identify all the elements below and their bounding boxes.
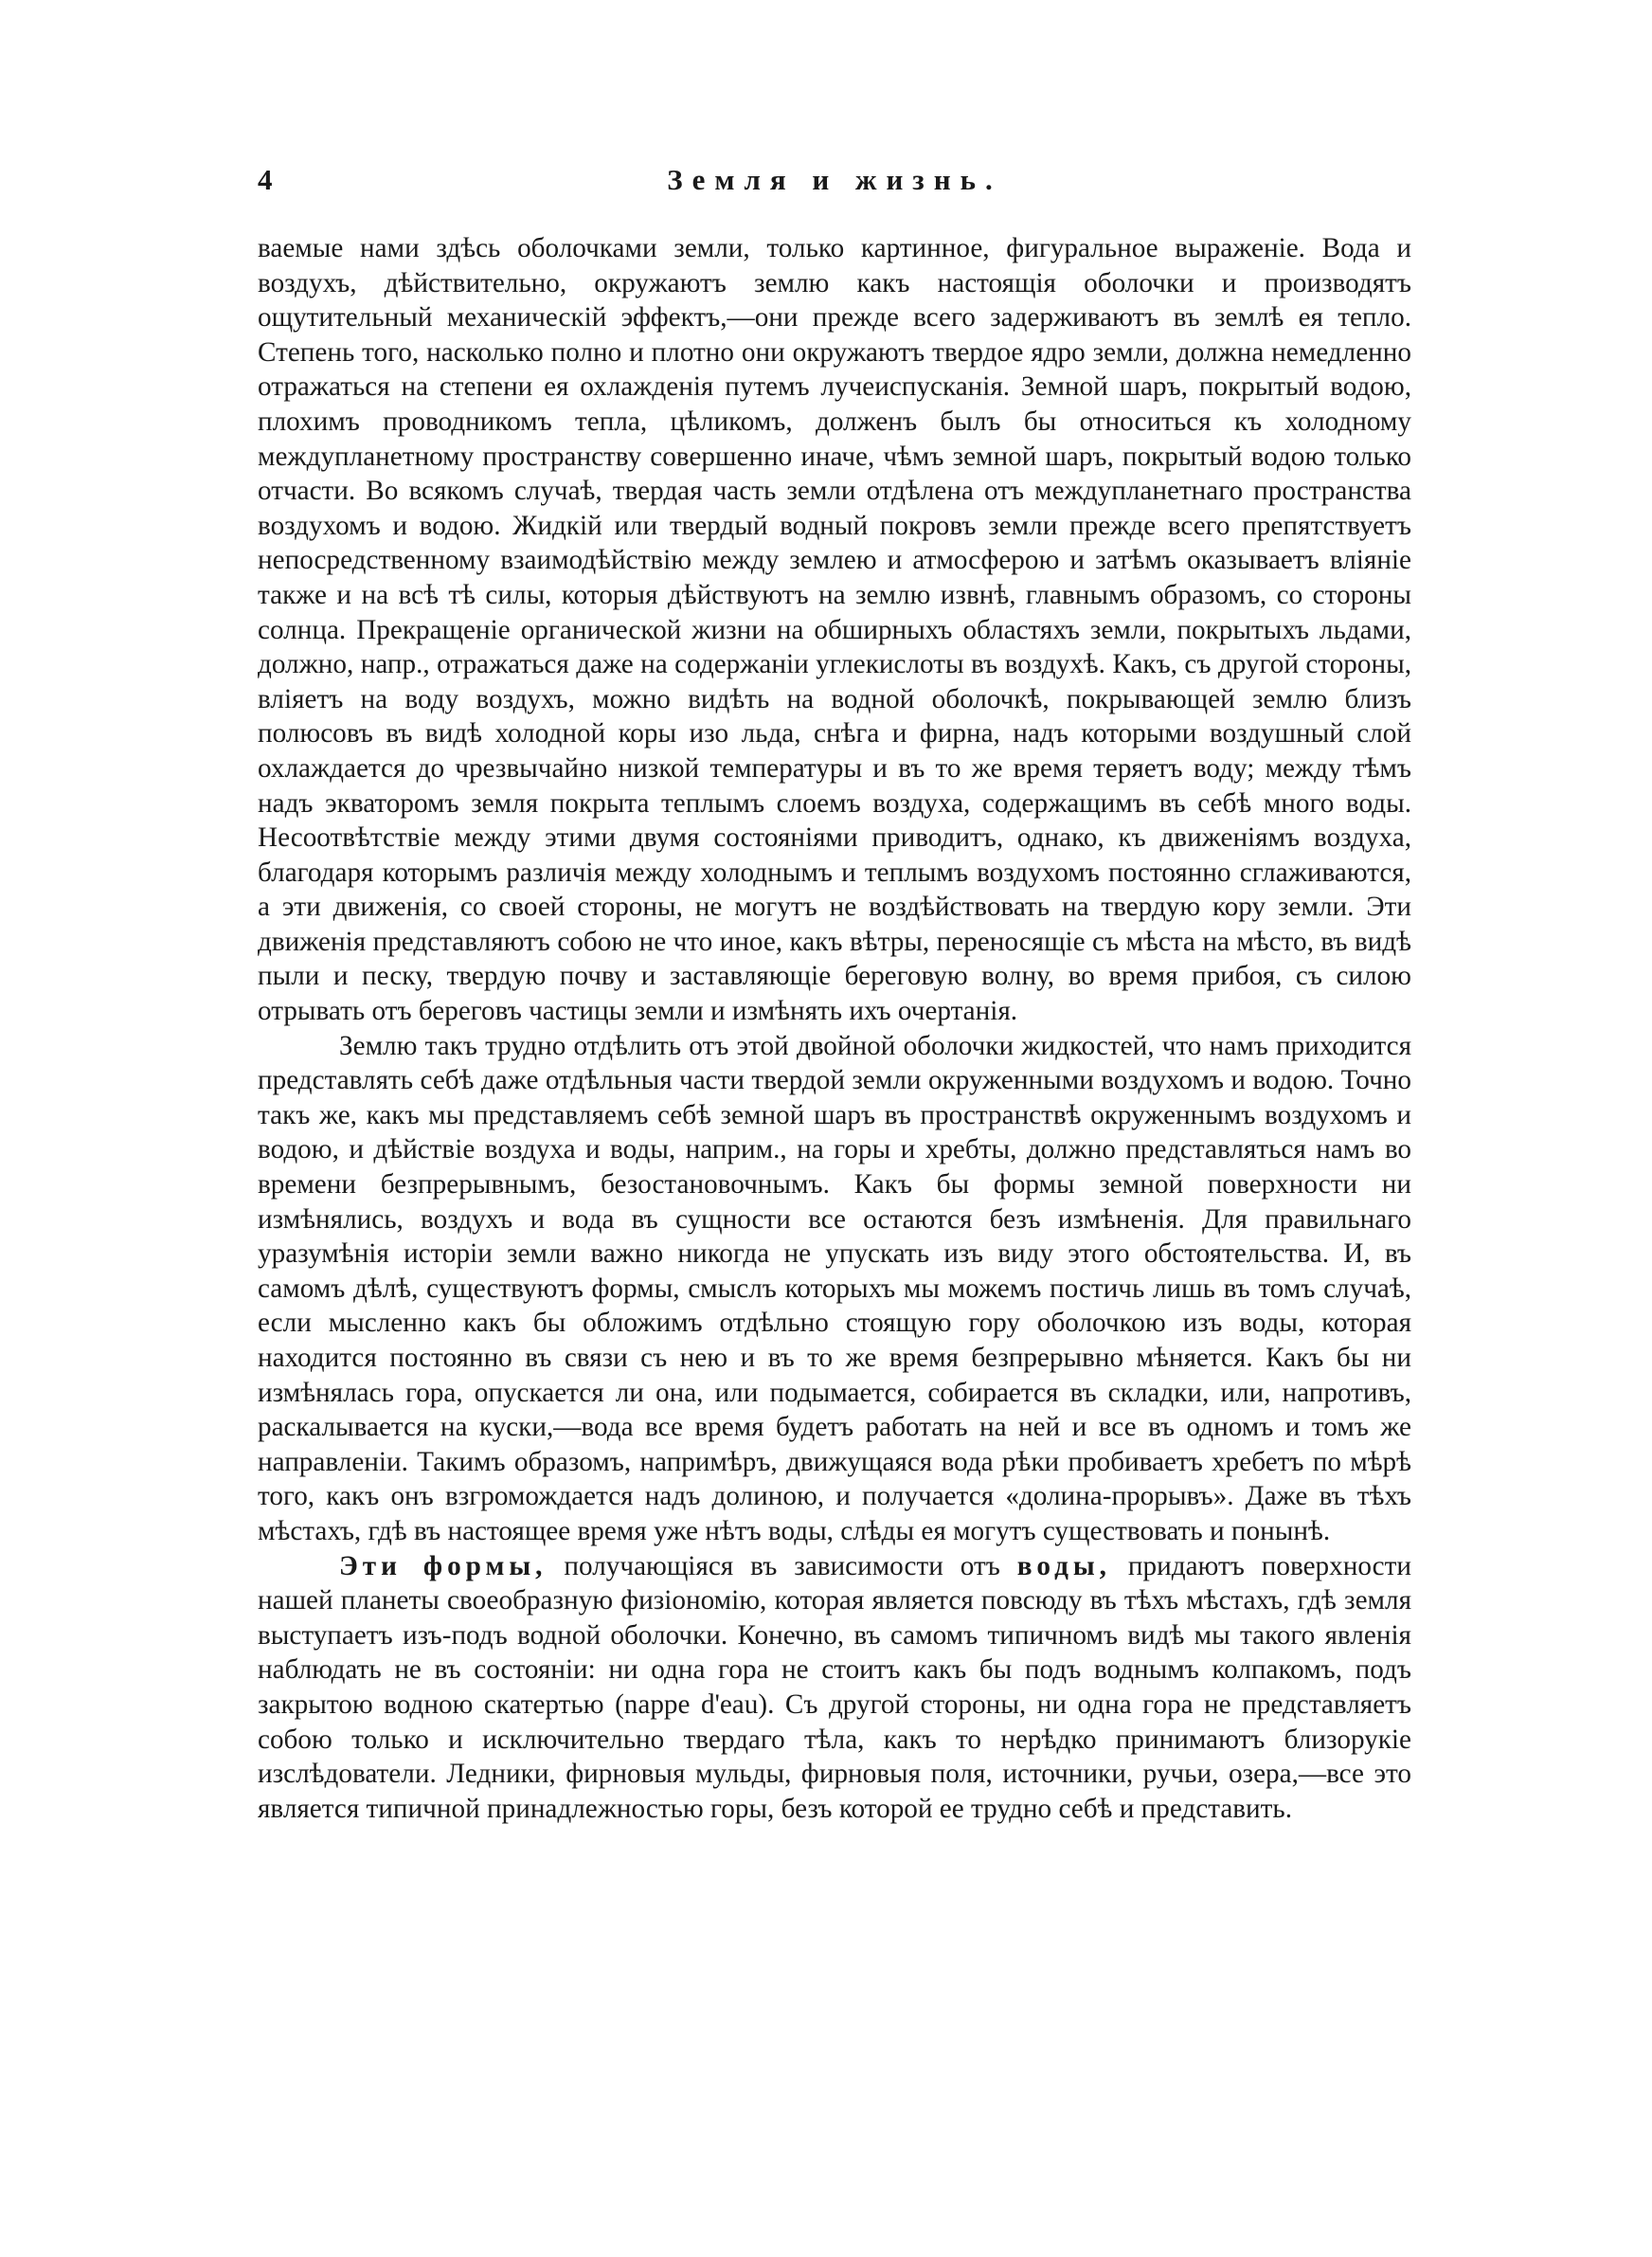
page-number: 4 (258, 163, 273, 196)
document-page (258, 163, 1411, 1826)
paragraph-2: Землю такъ трудно отдѣлить отъ этой двойной оболочки жидкостей, что намъ приходится представлять себѣ даже отдѣльныя части твердой земли окруженными воздухомъ и водою. Точно такъ же, какъ мы представляемъ себѣ земной шаръ въ пространствѣ окруженнымъ воздухомъ и водою, и дѣйствіе воздуха и воды, наприм., на горы и хребты, должно представляться намъ во времени безпрерывнымъ, безостановочнымъ. Какъ бы формы земной поверхности ни измѣнялись, воздухъ и вода въ сущности все остаются безъ измѣненія. Для правильнаго уразумѣнія исторіи земли важно никогда не упускать изъ виду этого обстоятельства. И, въ самомъ дѣлѣ, существуютъ формы, смыслъ которыхъ мы можемъ постичь лишь въ томъ случаѣ, если мысленно какъ бы обложимъ отдѣльно стоящую гору оболочкою изъ воды, которая находится постоянно въ связи съ нею и въ то же время безпрерывно мѣняется. Какъ бы ни измѣнялась гора, опускается ли она, или подымается, собирается въ складки, или, напротивъ, раскалывается на куски,—вода все время будетъ работать на ней и все въ одномъ и томъ же направленіи. Такимъ образомъ, напримѣръ, движущаяся вода рѣки пробиваетъ хребетъ по мѣрѣ того, какъ онъ взгромождается надъ долиною, и получается «долина-прорывъ». Даже въ тѣхъ мѣстахъ, гдѣ въ настоящее время уже нѣтъ воды, слѣды ея могутъ существовать и понынѣ. (258, 1030, 1411, 1546)
paragraph-1: ваемые нами здѣсь оболочками земли, только картинное, фигуральное выраженіе. Вода и воздухъ, дѣйствительно, окружаютъ землю какъ настоящія оболочки и производятъ ощутительный механическій эффектъ,—они прежде всего задерживаютъ въ землѣ ея тепло. Степень того, насколько полно и плотно они окружаютъ твердое ядро земли, должна немедленно отражаться на степени ея охлажденія путемъ лучеиспусканія. Земной шаръ, покрытый водою, плохимъ проводникомъ тепла, цѣликомъ, долженъ былъ бы относиться къ холодному междупланетному пространству совершенно иначе, чѣмъ земной шаръ, покрытый водою только отчасти. Во всякомъ случаѣ, твердая часть земли отдѣлена отъ междупланетнаго пространства воздухомъ и водою. Жидкій или твердый водный покровъ земли прежде всего препятствуетъ непосредственному взаимодѣйствію между землею и атмосферою и затѣмъ оказываетъ вліяніе также и на всѣ тѣ силы, которыя дѣйствуютъ на землю извнѣ, главнымъ образомъ, со стороны солнца. Прекращеніе органической жизни на обширныхъ областяхъ земли, покрытыхъ льдами, должно, напр., отражаться даже на содержаніи углекислоты въ воздухѣ. Какъ, съ другой стороны, вліяетъ на воду воздухъ, можно видѣть на водной оболочкѣ, покрывающей землю близъ полюсовъ въ видѣ холодной коры изо льда, снѣга и фирна, надъ которыми воздушный слой охлаждается до чрезвычайно низкой температуры и въ то же время теряетъ воду; между тѣмъ надъ экваторомъ земля покрыта теплымъ слоемъ воздуха, содержащимъ въ себѣ много воды. Несоотвѣтствіе между этими двумя состояніями приводитъ, однако, къ движеніямъ воздуха, благодаря которымъ различія между холоднымъ и теплымъ воздухомъ постоянно сглаживаются, а эти движенія, со своей стороны, не могутъ не воздѣйствовать на твердую кору земли. Эти движенія представляютъ собою не что иное, какъ вѣтры, переносящіе съ мѣста на мѣсто, въ видѣ пыли и песку, твердую почву и заставляющіе береговую волну, во время прибоя, съ силою отрывать отъ береговъ частицы земли и измѣнять ихъ очертанія. (258, 233, 1411, 1027)
paragraph-3-lead: Эти формы, (339, 1550, 548, 1581)
running-title: Земля и жизнь. (667, 163, 1002, 196)
running-head (258, 163, 1411, 208)
paragraph-3-tail: придаютъ поверхности нашей планеты своеобразную физіономію, которая является повсюду въ тѣхъ мѣстахъ, гдѣ земля выступаетъ изъ-подъ водной оболочки. Конечно, въ самомъ типичномъ видѣ мы такого явленія наблюдать не въ состояніи: ни одна гора не стоитъ какъ бы подъ воднымъ колпакомъ, подъ закрытою водною скатертью (nappe d'eau). Съ другой стороны, ни одна гора не представляетъ собою только и исключительно твердаго тѣла, какъ то нерѣдко принимаютъ близорукіе изслѣдователи. Ледники, фирновыя мульды, фирновыя поля, источники, ручьи, озера,—все это является типичной принадлежностью горы, безъ которой ее трудно себѣ и представить. (258, 1550, 1411, 1824)
paragraph-3-emphasis: воды, (1016, 1550, 1111, 1581)
paragraph-3 (258, 1549, 1411, 1827)
body-text (258, 231, 1411, 1826)
paragraph-3-text: получающіяся въ зависимости отъ (547, 1550, 1017, 1581)
